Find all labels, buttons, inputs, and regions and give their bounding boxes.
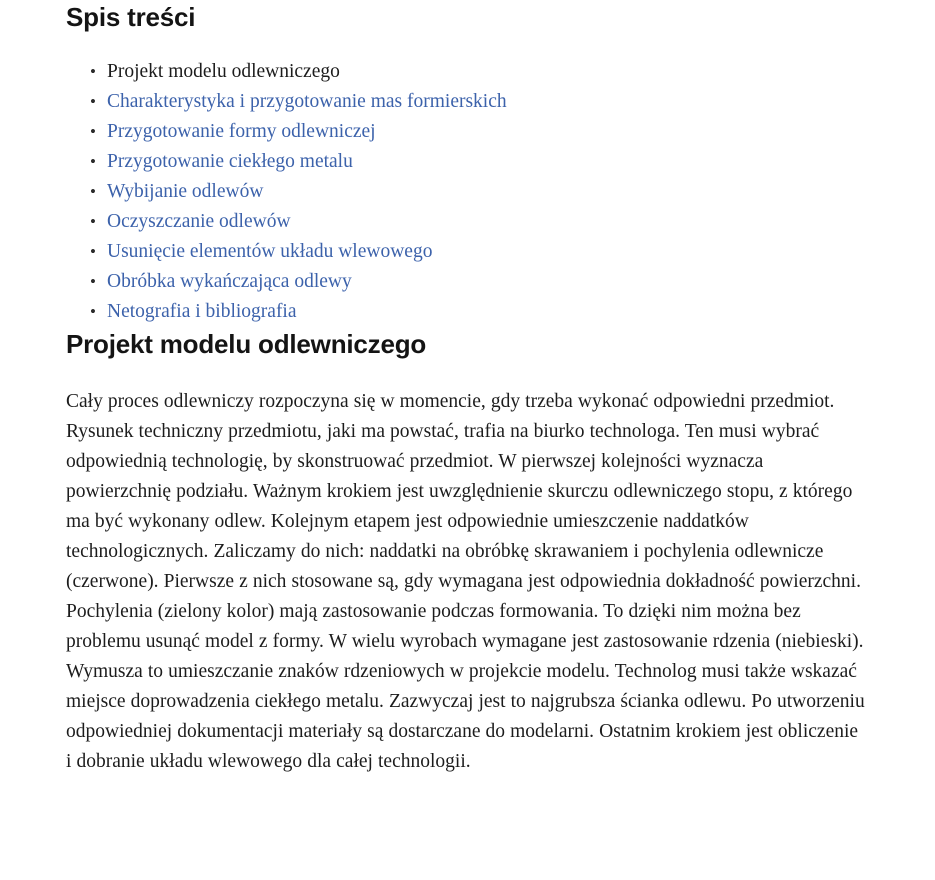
list-item[interactable] xyxy=(66,207,866,237)
toc-item-link[interactable]: Przygotowanie formy odlewniczej xyxy=(107,121,376,142)
toc-item-link[interactable]: Charakterystyka i przygotowanie mas formierskich xyxy=(107,91,507,112)
list-item[interactable] xyxy=(66,267,866,297)
toc-heading: Spis treści xyxy=(66,2,196,32)
list-item[interactable] xyxy=(66,147,866,177)
list-item[interactable] xyxy=(66,297,866,327)
list-item[interactable] xyxy=(66,237,866,267)
table-of-contents-list xyxy=(66,57,866,327)
list-item[interactable] xyxy=(66,117,866,147)
toc-item-link[interactable]: Oczyszczanie odlewów xyxy=(107,211,291,232)
toc-item-link[interactable]: Obróbka wykańczająca odlewy xyxy=(107,271,352,292)
toc-item-link[interactable]: Netografia i bibliografia xyxy=(107,301,297,322)
article-heading: Projekt modelu odlewniczego xyxy=(66,329,427,359)
list-item xyxy=(66,57,866,87)
toc-item-link[interactable]: Usunięcie elementów układu wlewowego xyxy=(107,241,433,262)
article-paragraph: Cały proces odlewniczy rozpoczyna się w momencie, gdy trzeba wykonać odpowiedni przedmiot. Rysunek techniczny przedmiotu, jaki ma powstać, trafia na biurko technologa. Ten musi wybrać odpowiednią technologię, by skonstruować przedmiot. W pierwszej kolejności wyznacza powierzchnię podziału. Ważnym krokiem jest uwzględnienie skurczu odlewniczego stopu, z którego ma być wykonany odlew. Kolejnym etapem jest odpowiednie umieszczenie naddatków technologicznych. Zaliczamy do nich: naddatki na obróbkę skrawaniem i pochylenia odlewnicze (czerwone). Pierwsze z nich stosowane są, gdy wymagana jest odpowiednia dokładność powierzchni. Pochylenia (zielony kolor) mają zastosowanie podczas formowania. To dzięki nim można bez problemu usunąć model z formy. W wielu wyrobach wymagane jest zastosowanie rdzenia (niebieski). Wymusza to umieszczanie znaków rdzeniowych w projekcie modelu. Technolog musi także wskazać miejsce doprowadzenia ciekłego metalu. Zazwyczaj jest to najgrubsza ścianka odlewu. Po utworzeniu odpowiedniej dokumentacji materiały są dostarczane do modelarni. Ostatnim krokiem jest obliczenie i dobranie układu wlewowego dla całej technologii. xyxy=(66,391,865,772)
list-item[interactable] xyxy=(66,177,866,207)
toc-item-link[interactable]: Przygotowanie ciekłego metalu xyxy=(107,151,353,172)
toc-item-label: Projekt modelu odlewniczego xyxy=(107,61,340,82)
content-column xyxy=(66,0,866,777)
list-item[interactable] xyxy=(66,87,866,117)
toc-item-link[interactable]: Wybijanie odlewów xyxy=(107,181,264,202)
